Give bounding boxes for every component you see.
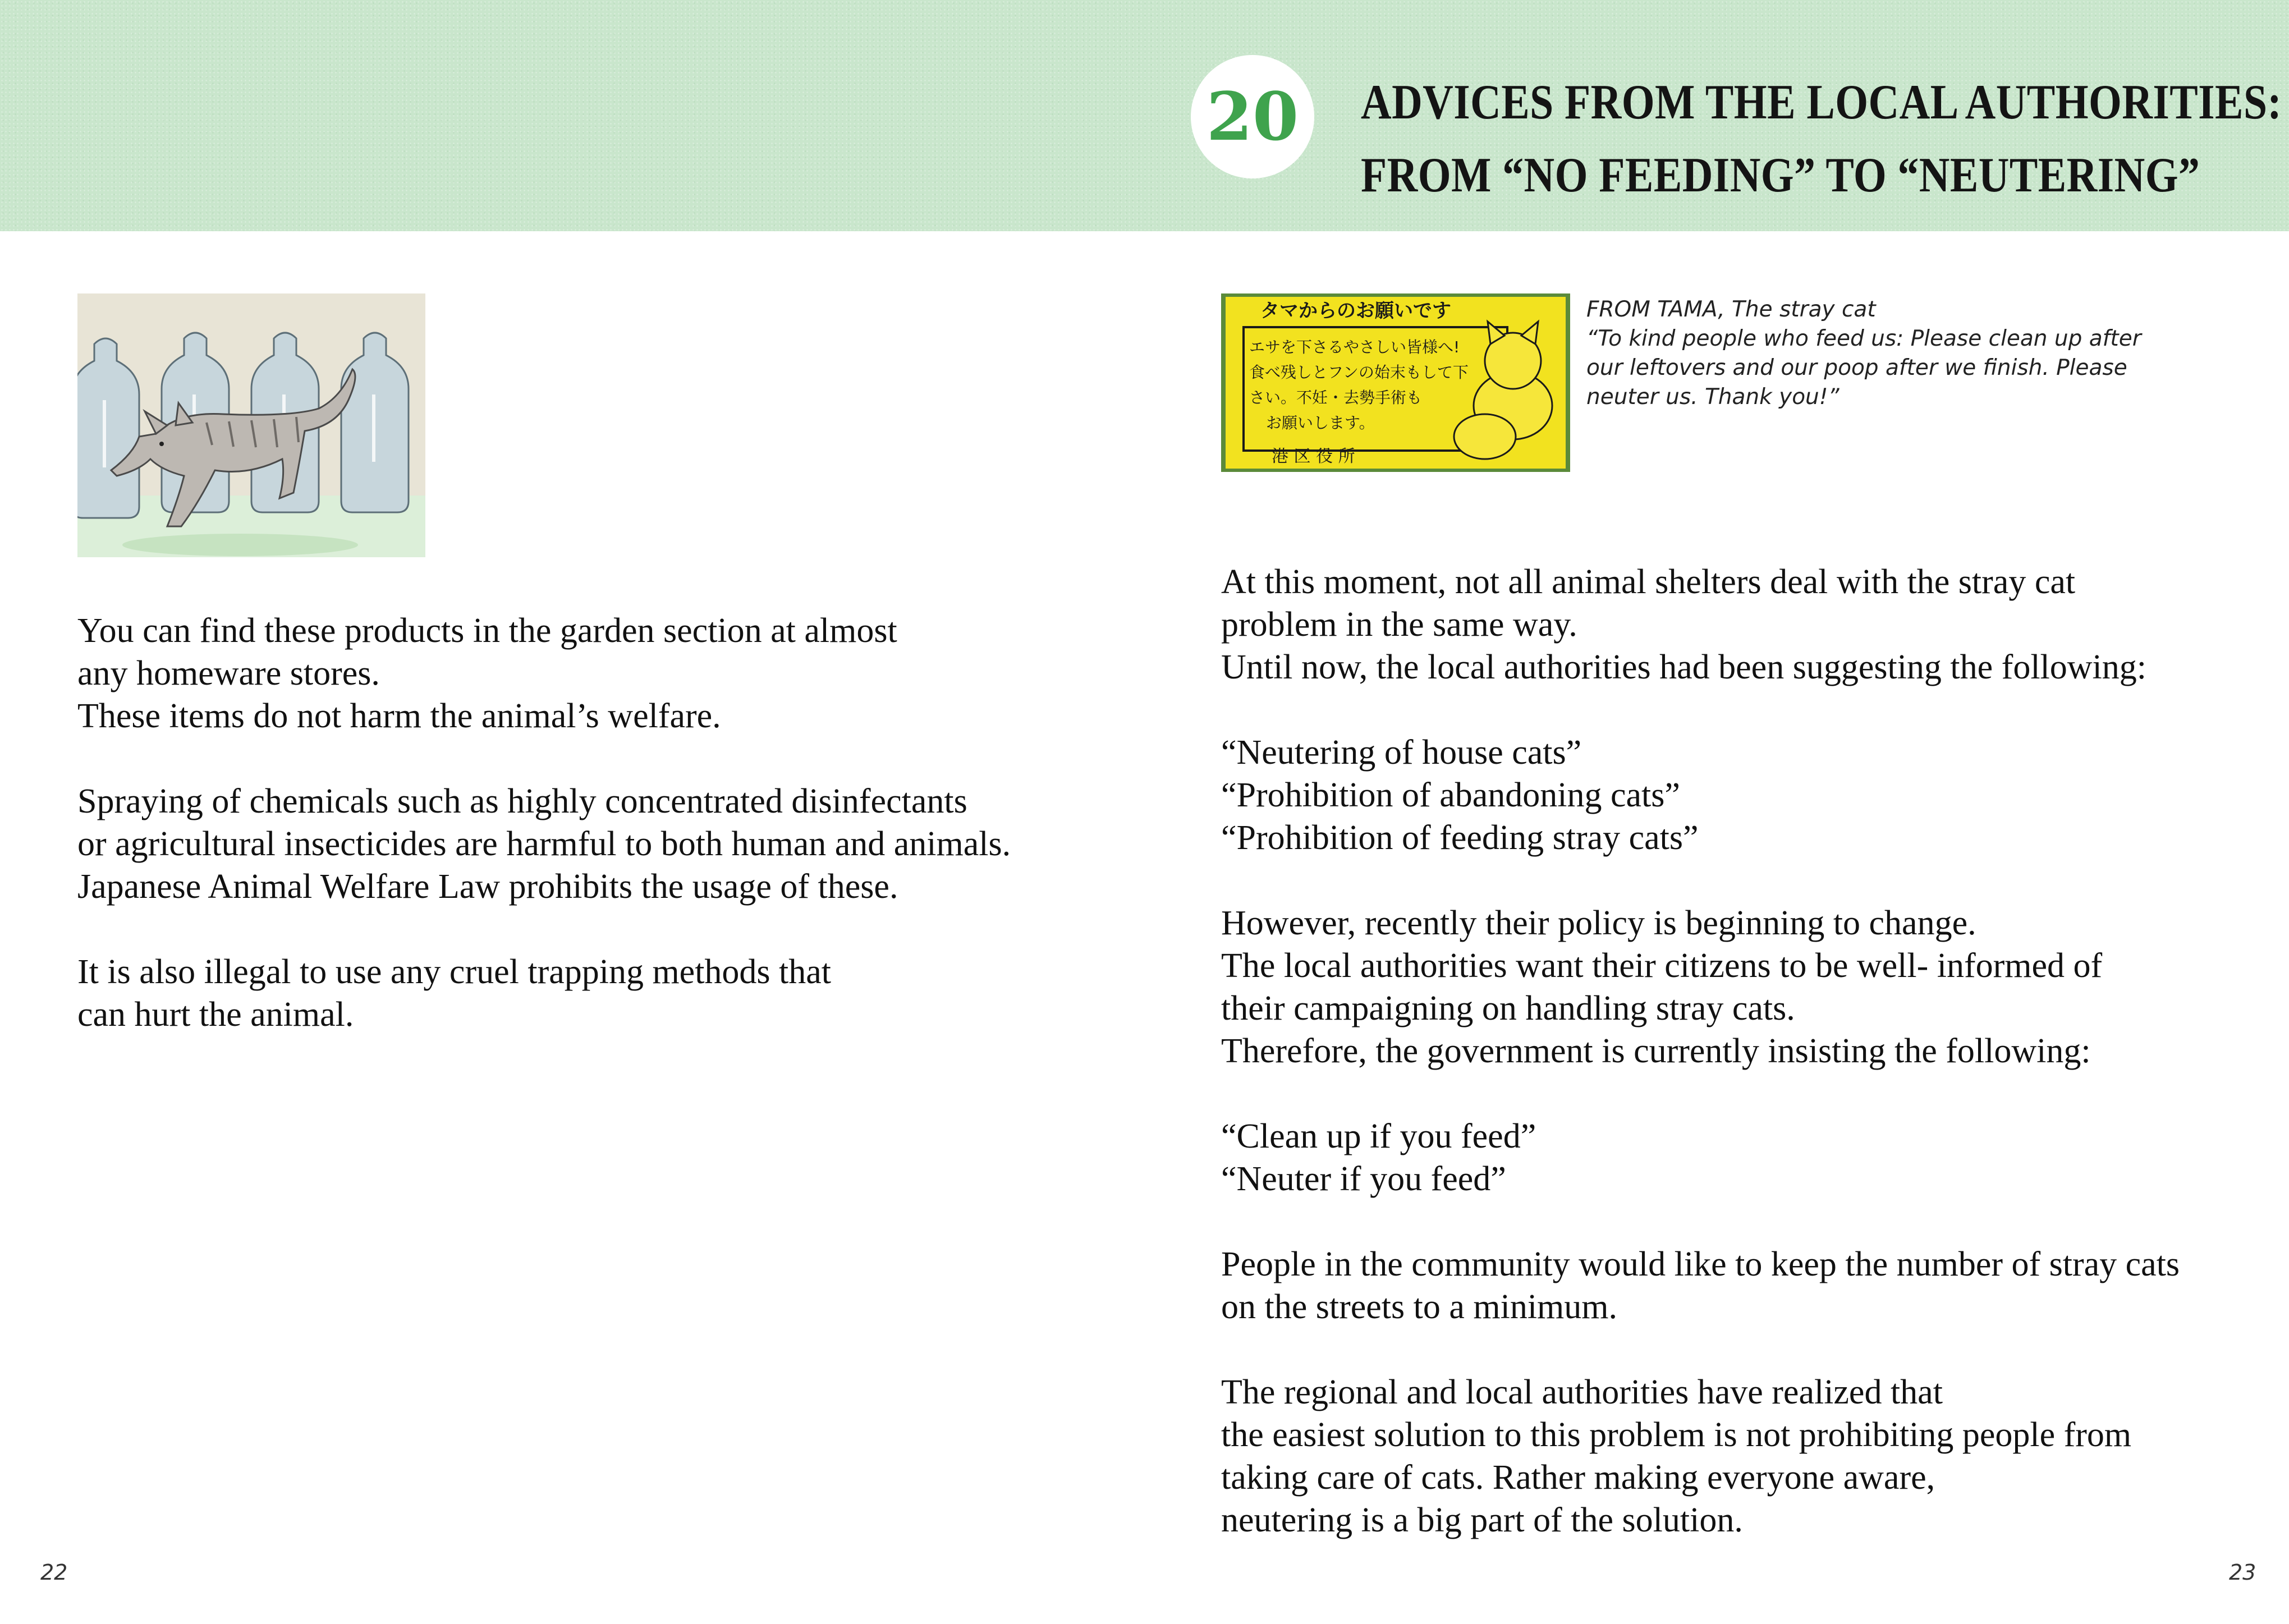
text-line: “Prohibition of feeding stray cats” <box>1221 819 1699 857</box>
sign-footer: 港 区 役 所 <box>1272 447 1355 466</box>
right-page-body <box>1221 561 2259 1542</box>
left-page-body <box>77 609 1116 1036</box>
text-line: neutering is a big part of the solution. <box>1221 1501 1743 1539</box>
section-number: 20 <box>1206 77 1299 155</box>
sign-line-2: 食べ残しとフンの始末もして下 <box>1249 363 1469 382</box>
text-line: taking care of cats. Rather making everyone aware, <box>1221 1458 1935 1497</box>
caption-line: our leftovers and our poop after we finish. Please <box>1586 355 2127 380</box>
text-line: It is also illegal to use any cruel trapping methods that <box>77 953 832 991</box>
text-line: The local authorities want their citizens to be well- informed of <box>1221 947 2103 985</box>
page-number-right: 23 <box>2229 1560 2256 1585</box>
sign-line-1: エサを下さるやさしい皆様へ! <box>1249 338 1460 356</box>
text-line: Spraying of chemicals such as highly concentrated disinfectants <box>77 782 967 820</box>
caption-line: FROM TAMA, The stray cat <box>1586 297 1876 322</box>
text-line: on the streets to a minimum. <box>1221 1288 1618 1326</box>
text-line: The regional and local authorities have realized that <box>1221 1373 1943 1411</box>
text-line: can hurt the animal. <box>77 995 354 1034</box>
text-line: People in the community would like to keep the number of stray cats <box>1221 1245 2180 1283</box>
caption-line: neuter us. Thank you!” <box>1586 384 1840 410</box>
caption-line: “To kind people who feed us: Please clean up after <box>1586 326 2141 351</box>
text-line: “Prohibition of abandoning cats” <box>1221 776 1680 814</box>
text-line: Therefore, the government is currently insisting the following: <box>1221 1032 2091 1070</box>
cat-bottles-illustration <box>77 293 425 557</box>
page-number-left: 22 <box>40 1560 68 1585</box>
text-line: “Clean up if you feed” <box>1221 1117 1536 1155</box>
title-line-2: FROM “NO FEEDING” TO “NEUTERING” <box>1361 148 2200 203</box>
sign-line-3: さい。不妊・去勢手術も <box>1249 388 1423 407</box>
text-line: the easiest solution to this problem is not prohibiting people from <box>1221 1416 2132 1454</box>
title-line-1: ADVICES FROM THE LOCAL AUTHORITIES: <box>1361 75 2282 130</box>
text-line: Japanese Animal Welfare Law prohibits the usage of these. <box>77 868 898 906</box>
text-line: At this moment, not all animal shelters deal with the stray cat <box>1221 563 2076 601</box>
text-line: You can find these products in the garden section at almost <box>77 612 897 650</box>
page-title <box>1361 66 2282 212</box>
text-line: problem in the same way. <box>1221 605 1577 644</box>
sign-photo <box>1221 293 1570 472</box>
text-line: Until now, the local authorities had been suggesting the following: <box>1221 648 2146 686</box>
photo-caption <box>1586 295 2232 412</box>
text-line: any homeware stores. <box>77 654 380 692</box>
text-line: These items do not harm the animal’s welfare. <box>77 697 721 735</box>
text-line: “Neuter if you feed” <box>1221 1160 1506 1198</box>
section-number-badge <box>1191 55 1314 178</box>
text-line: However, recently their policy is beginning to change. <box>1221 904 1976 942</box>
text-line: or agricultural insecticides are harmful to both human and animals. <box>77 825 1011 863</box>
sign-line-4: お願いします。 <box>1266 414 1375 432</box>
text-line: “Neutering of house cats” <box>1221 733 1582 772</box>
sign-header: タマからのお願いです <box>1260 300 1451 322</box>
text-line: their campaigning on handling stray cats. <box>1221 989 1795 1027</box>
